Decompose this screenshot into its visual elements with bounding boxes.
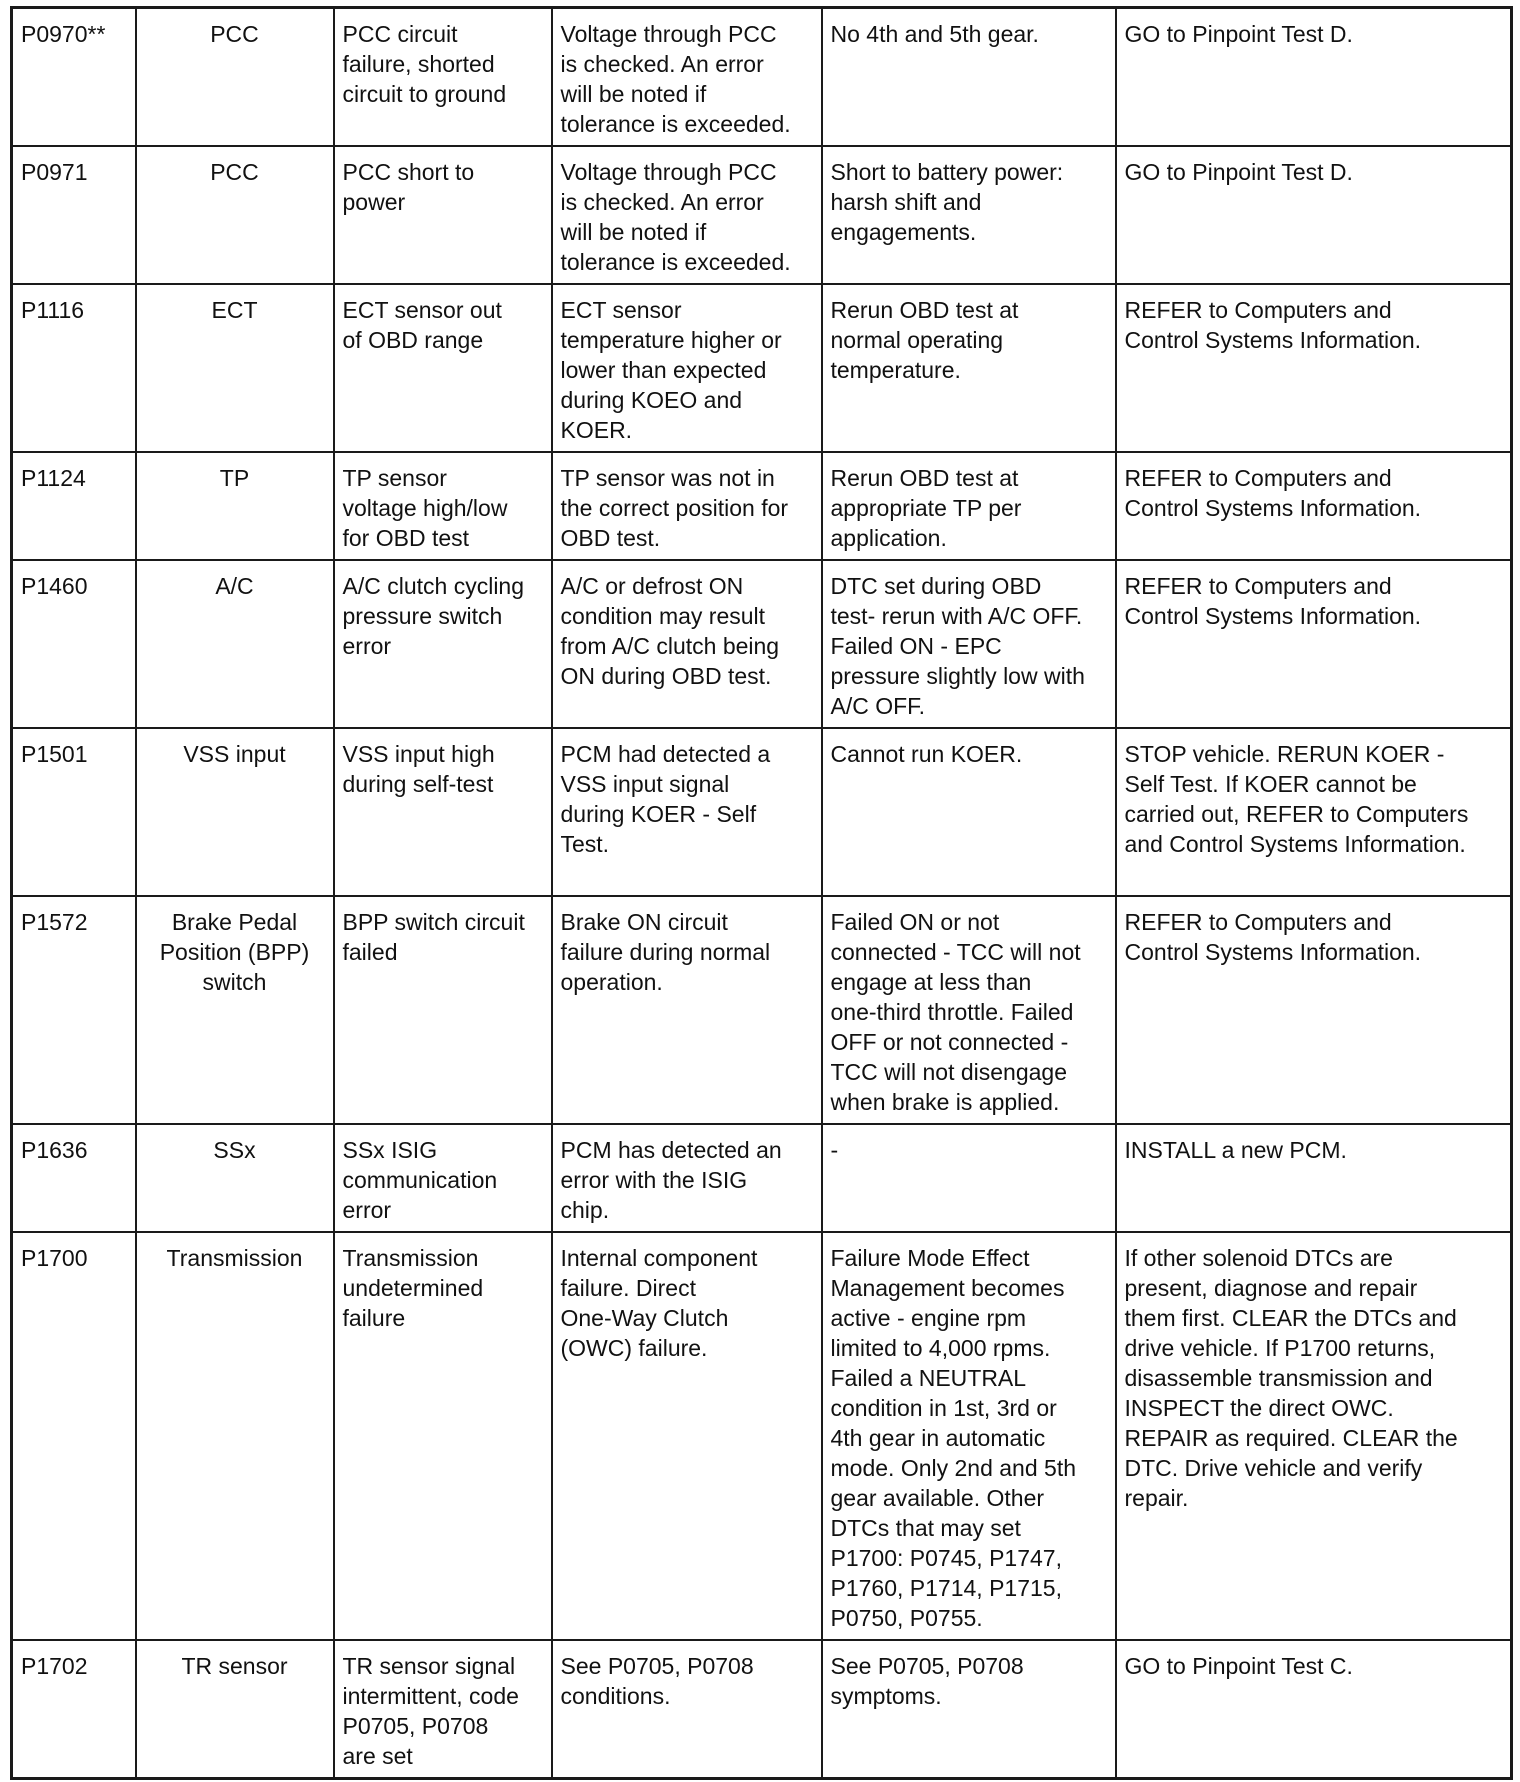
dtc-code-cell bbox=[12, 284, 136, 452]
dtc-code: P1116 bbox=[21, 297, 85, 323]
symptom-cell bbox=[822, 146, 1116, 284]
description: PCC circuit failure, shorted circuit to ground bbox=[342, 21, 507, 107]
dtc-code-cell bbox=[12, 8, 136, 147]
component: TP bbox=[219, 465, 250, 491]
action: GO to Pinpoint Test D. bbox=[1124, 21, 1353, 47]
description-cell bbox=[334, 560, 552, 728]
condition-cell bbox=[552, 452, 822, 560]
table-row bbox=[12, 8, 1512, 147]
action-cell bbox=[1116, 896, 1512, 1124]
description: VSS input high during self-test bbox=[342, 741, 495, 797]
action: GO to Pinpoint Test D. bbox=[1124, 159, 1353, 185]
component-cell bbox=[136, 284, 334, 452]
description-cell bbox=[334, 452, 552, 560]
condition: Voltage through PCC is checked. An error will be noted if tolerance is exceeded. bbox=[560, 21, 791, 137]
condition: Voltage through PCC is checked. An error will be noted if tolerance is exceeded. bbox=[560, 159, 791, 275]
action-cell bbox=[1116, 1124, 1512, 1232]
table-row bbox=[12, 1124, 1512, 1232]
condition-cell bbox=[552, 728, 822, 896]
dtc-code: P1636 bbox=[21, 1137, 88, 1163]
action: REFER to Computers and Control Systems Information. bbox=[1124, 909, 1422, 965]
table-row bbox=[12, 1640, 1512, 1779]
symptom-cell bbox=[822, 560, 1116, 728]
condition: PCM had detected a VSS input signal during KOER - Self Test. bbox=[560, 741, 771, 857]
component-cell bbox=[136, 560, 334, 728]
dtc-code: P0971 bbox=[21, 159, 88, 185]
condition-cell bbox=[552, 284, 822, 452]
table-row bbox=[12, 284, 1512, 452]
symptom-cell bbox=[822, 896, 1116, 1124]
description: PCC short to power bbox=[342, 159, 475, 215]
symptom-cell bbox=[822, 1640, 1116, 1779]
symptom-cell bbox=[822, 1232, 1116, 1640]
description: TP sensor voltage high/low for OBD test bbox=[342, 465, 508, 551]
condition: TP sensor was not in the correct position for OBD test. bbox=[560, 465, 789, 551]
condition-cell bbox=[552, 1640, 822, 1779]
symptom: Rerun OBD test at normal operating temperature. bbox=[830, 297, 1019, 383]
component-cell bbox=[136, 8, 334, 147]
action: INSTALL a new PCM. bbox=[1124, 1137, 1347, 1163]
action: STOP vehicle. RERUN KOER - Self Test. If KOER cannot be carried out, REFER to Computers and Control Systems Information. bbox=[1124, 741, 1469, 857]
dtc-code-cell bbox=[12, 560, 136, 728]
dtc-code-cell bbox=[12, 896, 136, 1124]
description-cell bbox=[334, 896, 552, 1124]
dtc-table bbox=[10, 6, 1513, 1780]
table-row bbox=[12, 896, 1512, 1124]
description: BPP switch circuit failed bbox=[342, 909, 525, 965]
condition-cell bbox=[552, 560, 822, 728]
condition-cell bbox=[552, 146, 822, 284]
action: REFER to Computers and Control Systems Information. bbox=[1124, 297, 1422, 353]
dtc-code: P1124 bbox=[21, 465, 86, 491]
symptom-cell bbox=[822, 284, 1116, 452]
dtc-code: P1700 bbox=[21, 1245, 88, 1271]
condition: PCM has detected an error with the ISIG chip. bbox=[560, 1137, 782, 1223]
component-cell bbox=[136, 1232, 334, 1640]
description: Transmission undetermined failure bbox=[342, 1245, 484, 1331]
symptom: Cannot run KOER. bbox=[830, 741, 1023, 767]
condition: Brake ON circuit failure during normal operation. bbox=[560, 909, 771, 995]
table-row bbox=[12, 452, 1512, 560]
dtc-code: P1572 bbox=[21, 909, 88, 935]
condition-cell bbox=[552, 1124, 822, 1232]
action: If other solenoid DTCs are present, diagnose and repair them first. CLEAR the DTCs and drive vehicle. If P1700 returns, disassemble transmission and INSPECT the direct OWC. REPAIR as required. CLEAR the DTC. Drive vehicle and verify repair. bbox=[1124, 1245, 1458, 1511]
action-cell bbox=[1116, 8, 1512, 147]
symptom: See P0705, P0708 symptoms. bbox=[830, 1653, 1024, 1709]
symptom-cell bbox=[822, 452, 1116, 560]
action-cell bbox=[1116, 1232, 1512, 1640]
symptom: Failed ON or not connected - TCC will not engage at less than one-third throttle. Failed OFF or not connected - TCC will not disengage when brake is applied. bbox=[830, 909, 1081, 1115]
component: TR sensor bbox=[181, 1653, 288, 1679]
action-cell bbox=[1116, 728, 1512, 896]
dtc-code: P0970** bbox=[21, 21, 106, 47]
symptom: Short to battery power: harsh shift and engagements. bbox=[830, 159, 1064, 245]
dtc-code-cell bbox=[12, 1640, 136, 1779]
component: PCC bbox=[210, 21, 259, 47]
action-cell bbox=[1116, 284, 1512, 452]
table-row bbox=[12, 1232, 1512, 1640]
component: PCC bbox=[210, 159, 259, 185]
symptom: Rerun OBD test at appropriate TP per application. bbox=[830, 465, 1022, 551]
symptom-cell bbox=[822, 1124, 1116, 1232]
dtc-code-cell bbox=[12, 452, 136, 560]
action-cell bbox=[1116, 452, 1512, 560]
dtc-code-cell bbox=[12, 1124, 136, 1232]
component-cell bbox=[136, 728, 334, 896]
description-cell bbox=[334, 728, 552, 896]
component: SSx bbox=[213, 1137, 256, 1163]
component-cell bbox=[136, 1124, 334, 1232]
dtc-code: P1460 bbox=[21, 573, 88, 599]
condition-cell bbox=[552, 8, 822, 147]
description-cell bbox=[334, 1232, 552, 1640]
table-row bbox=[12, 560, 1512, 728]
symptom: No 4th and 5th gear. bbox=[830, 21, 1039, 47]
condition: ECT sensor temperature higher or lower than expected during KOEO and KOER. bbox=[560, 297, 782, 443]
description-cell bbox=[334, 284, 552, 452]
condition: Internal component failure. Direct One-Way Clutch (OWC) failure. bbox=[560, 1245, 758, 1361]
description-cell bbox=[334, 146, 552, 284]
description-cell bbox=[334, 8, 552, 147]
component: VSS input bbox=[183, 741, 286, 767]
description: ECT sensor out of OBD range bbox=[342, 297, 502, 353]
component: Brake Pedal Position (BPP) switch bbox=[159, 909, 310, 995]
component-cell bbox=[136, 896, 334, 1124]
component-cell bbox=[136, 452, 334, 560]
symptom: DTC set during OBD test- rerun with A/C OFF. Failed ON - EPC pressure slightly low with A/C OFF. bbox=[830, 573, 1085, 719]
dtc-code: P1501 bbox=[21, 741, 88, 767]
component: Transmission bbox=[166, 1245, 303, 1271]
action-cell bbox=[1116, 560, 1512, 728]
component: A/C bbox=[215, 573, 254, 599]
description: SSx ISIG communication error bbox=[342, 1137, 498, 1223]
table-row bbox=[12, 146, 1512, 284]
action-cell bbox=[1116, 146, 1512, 284]
action: REFER to Computers and Control Systems Information. bbox=[1124, 573, 1422, 629]
action-cell bbox=[1116, 1640, 1512, 1779]
dtc-code: P1702 bbox=[21, 1653, 88, 1679]
action: REFER to Computers and Control Systems Information. bbox=[1124, 465, 1422, 521]
condition-cell bbox=[552, 1232, 822, 1640]
component-cell bbox=[136, 146, 334, 284]
dtc-code-cell bbox=[12, 728, 136, 896]
symptom: Failure Mode Effect Management becomes active - engine rpm limited to 4,000 rpms. Failed a NEUTRAL condition in 1st, 3rd or 4th gear in automatic mode. Only 2nd and 5th gear available. Other DTCs that may set P1700: P0745, P1747, P1760, P1714, P1715, P0750, P0755. bbox=[830, 1245, 1076, 1631]
condition: See P0705, P0708 conditions. bbox=[560, 1653, 754, 1709]
component: ECT bbox=[211, 297, 258, 323]
condition-cell bbox=[552, 896, 822, 1124]
symptom: - bbox=[830, 1137, 839, 1163]
action: GO to Pinpoint Test C. bbox=[1124, 1653, 1353, 1679]
symptom-cell bbox=[822, 728, 1116, 896]
symptom-cell bbox=[822, 8, 1116, 147]
component-cell bbox=[136, 1640, 334, 1779]
condition: A/C or defrost ON condition may result from A/C clutch being ON during OBD test. bbox=[560, 573, 780, 689]
dtc-code-cell bbox=[12, 146, 136, 284]
dtc-code-cell bbox=[12, 1232, 136, 1640]
description-cell bbox=[334, 1124, 552, 1232]
description: TR sensor signal intermittent, code P0705, P0708 are set bbox=[342, 1653, 519, 1769]
description: A/C clutch cycling pressure switch error bbox=[342, 573, 525, 659]
table-row bbox=[12, 728, 1512, 896]
description-cell bbox=[334, 1640, 552, 1779]
